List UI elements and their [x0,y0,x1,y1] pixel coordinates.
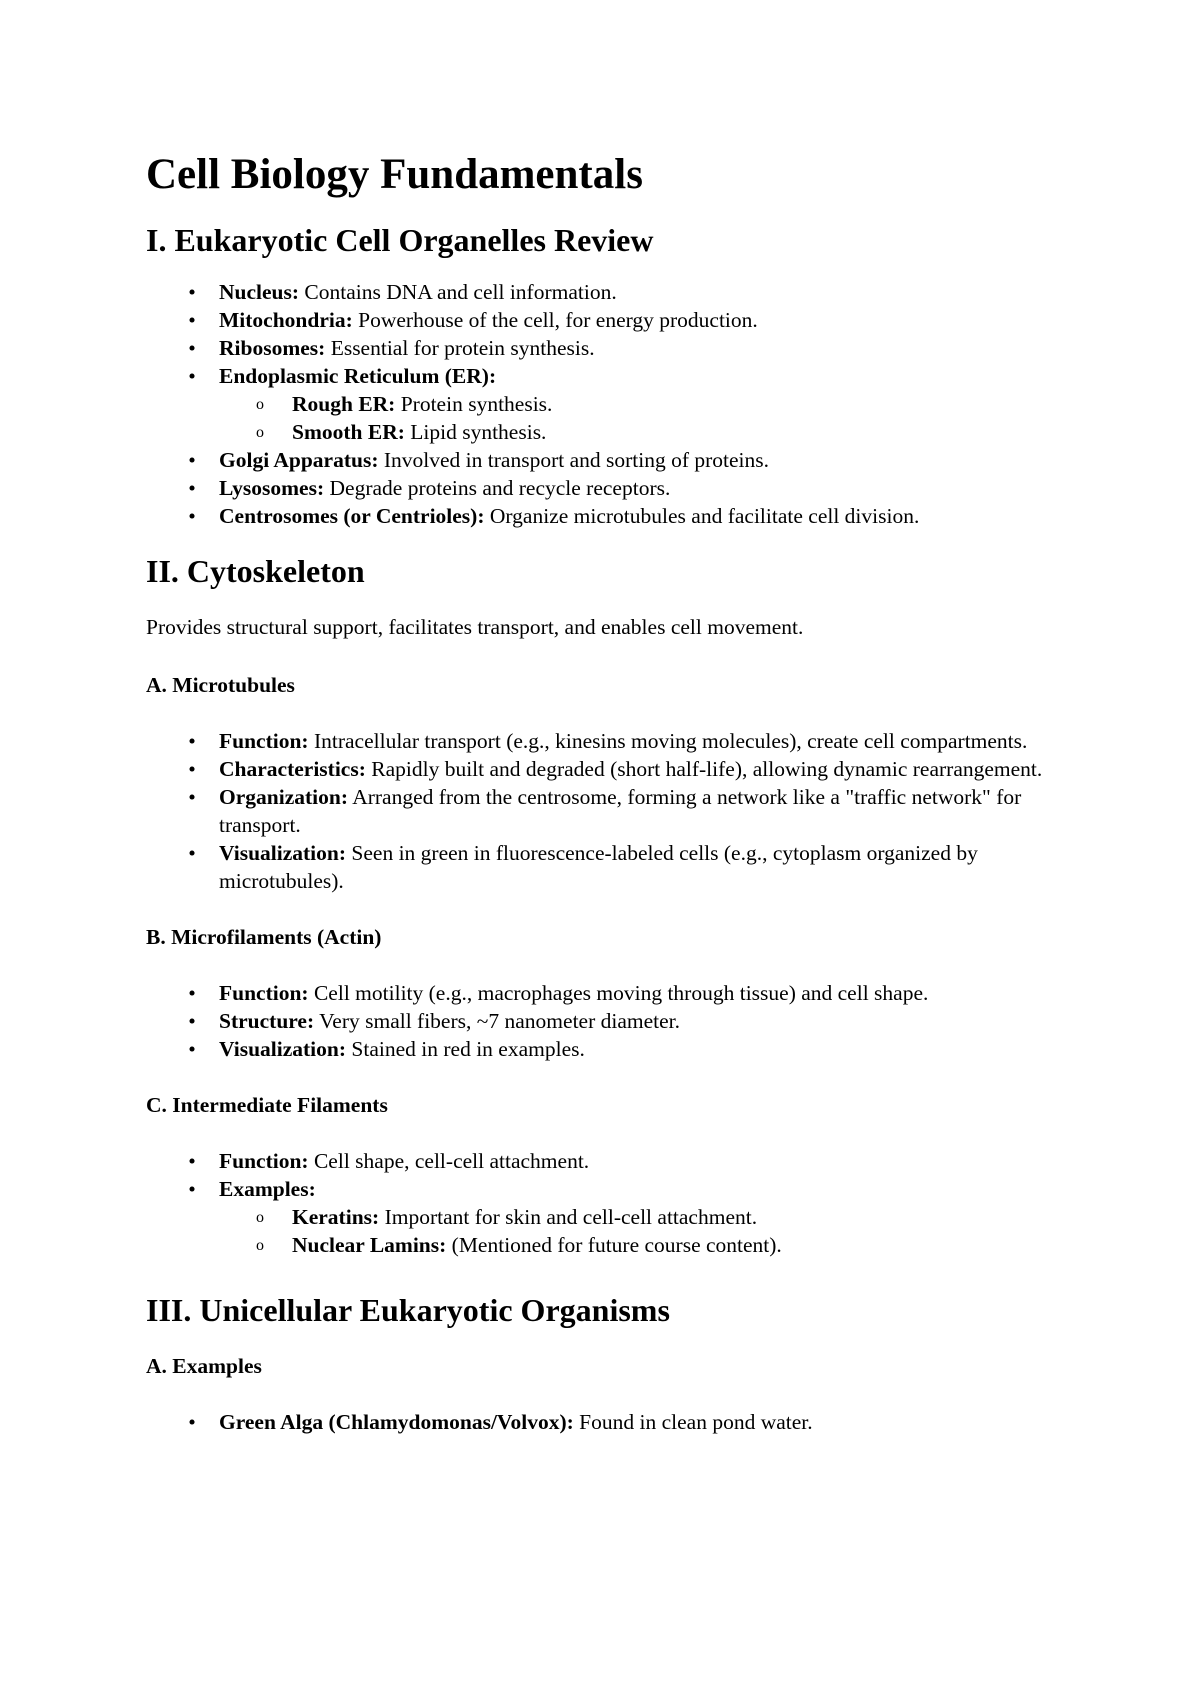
sub-bullet-icon: o [256,1237,264,1254]
item-term: Golgi Apparatus: [219,448,379,472]
item-term: Visualization: [219,841,347,865]
section-heading-organelles: I. Eukaryotic Cell Organelles Review [146,222,654,258]
bullet-icon: • [188,757,196,781]
list-item [146,1007,1100,1035]
sub-list-item [219,1203,1100,1231]
list-item [146,783,1100,839]
bullet-icon: • [188,981,196,1005]
subheading-intermediate-filaments: C. Intermediate Filaments [146,1093,388,1117]
list-item [146,979,1100,1007]
item-term: Keratins: [292,1205,380,1229]
bullet-icon: • [188,476,196,500]
bullet-icon: • [188,504,196,528]
item-text: (Mentioned for future course content). [446,1233,782,1257]
bullet-icon: • [188,308,196,332]
sub-bullet-icon: o [256,424,264,441]
item-term: Mitochondria: [219,308,353,332]
intermediate-filaments-list [146,1147,1100,1259]
bullet-icon: • [188,1009,196,1033]
microfilaments-list [146,979,1100,1063]
list-item [146,755,1100,783]
item-term: Examples: [219,1177,316,1201]
item-term: Function: [219,729,309,753]
item-text: Contains DNA and cell information. [299,280,617,304]
list-item [146,839,1100,895]
list-item [146,306,1100,334]
item-term: Rough ER: [292,392,396,416]
item-term: Nucleus: [219,280,300,304]
cytoskeleton-description: Provides structural support, facilitates transport, and enables cell movement. [146,615,804,639]
list-item [146,446,1100,474]
sub-list-item [219,390,1100,418]
bullet-icon: • [188,1410,196,1434]
item-text: Very small fibers, ~7 nanometer diameter. [314,1009,681,1033]
item-term: Ribosomes: [219,336,326,360]
list-item [146,278,1100,306]
microtubules-list [146,727,1100,895]
item-term: Smooth ER: [292,420,405,444]
item-text: Important for skin and cell-cell attachment. [379,1205,758,1229]
item-text: Cell shape, cell-cell attachment. [308,1149,590,1173]
item-text: Found in clean pond water. [573,1410,813,1434]
subheading-microfilaments: B. Microfilaments (Actin) [146,925,382,949]
item-term: Visualization: [219,1037,347,1061]
item-text: Degrade proteins and recycle receptors. [324,476,671,500]
item-text: Cell motility (e.g., macrophages moving through tissue) and cell shape. [308,981,929,1005]
item-text: Powerhouse of the cell, for energy production. [352,308,758,332]
bullet-icon: • [188,364,196,388]
bullet-icon: • [188,1037,196,1061]
item-text: Seen in green in fluorescence-labeled cells (e.g., cytoplasm organized by microtubules). [219,841,978,893]
examples-sublist [219,1203,1100,1259]
item-term: Green Alga (Chlamydomonas/Volvox): [219,1410,574,1434]
section-heading-cytoskeleton: II. Cytoskeleton [146,553,365,589]
item-text: Involved in transport and sorting of proteins. [378,448,770,472]
item-text: Protein synthesis. [395,392,553,416]
sub-bullet-icon: o [256,396,264,413]
item-term: Function: [219,1149,309,1173]
item-text: Arranged from the centrosome, forming a network like a "traffic network" for transport. [219,785,1022,837]
item-term: Nuclear Lamins: [292,1233,447,1257]
er-sublist [219,390,1100,446]
subheading-examples: A. Examples [146,1354,262,1378]
organelles-list [146,278,1100,530]
list-item [146,362,1100,446]
item-term: Function: [219,981,309,1005]
bullet-icon: • [188,1177,196,1201]
bullet-icon: • [188,336,196,360]
item-term: Centrosomes (or Centrioles): [219,504,485,528]
list-item [146,1175,1100,1259]
sub-list-item [219,1231,1100,1259]
item-text: Stained in red in examples. [346,1037,585,1061]
section-heading-unicellular: III. Unicellular Eukaryotic Organisms [146,1292,670,1328]
item-term: Endoplasmic Reticulum (ER): [219,364,497,388]
bullet-icon: • [188,841,196,865]
item-term: Lysosomes: [219,476,325,500]
item-text: Intracellular transport (e.g., kinesins moving molecules), create cell compartments. [308,729,1028,753]
list-item [146,502,1100,530]
list-item [146,1408,1100,1436]
list-item [146,1147,1100,1175]
item-text: Lipid synthesis. [404,420,547,444]
item-term: Structure: [219,1009,315,1033]
list-item [146,474,1100,502]
item-text: Essential for protein synthesis. [325,336,595,360]
list-item [146,1035,1100,1063]
item-term: Characteristics: [219,757,366,781]
document-title: Cell Biology Fundamentals [146,151,643,198]
examples-list [146,1408,1100,1436]
subheading-microtubules: A. Microtubules [146,673,295,697]
item-term: Organization: [219,785,348,809]
item-text: Rapidly built and degraded (short half-life), allowing dynamic rearrangement. [365,757,1043,781]
bullet-icon: • [188,1149,196,1173]
list-item [146,727,1100,755]
bullet-icon: • [188,785,196,809]
bullet-icon: • [188,448,196,472]
bullet-icon: • [188,729,196,753]
bullet-icon: • [188,280,196,304]
sub-bullet-icon: o [256,1209,264,1226]
list-item [146,334,1100,362]
sub-list-item [219,418,1100,446]
item-text: Organize microtubules and facilitate cell division. [484,504,920,528]
